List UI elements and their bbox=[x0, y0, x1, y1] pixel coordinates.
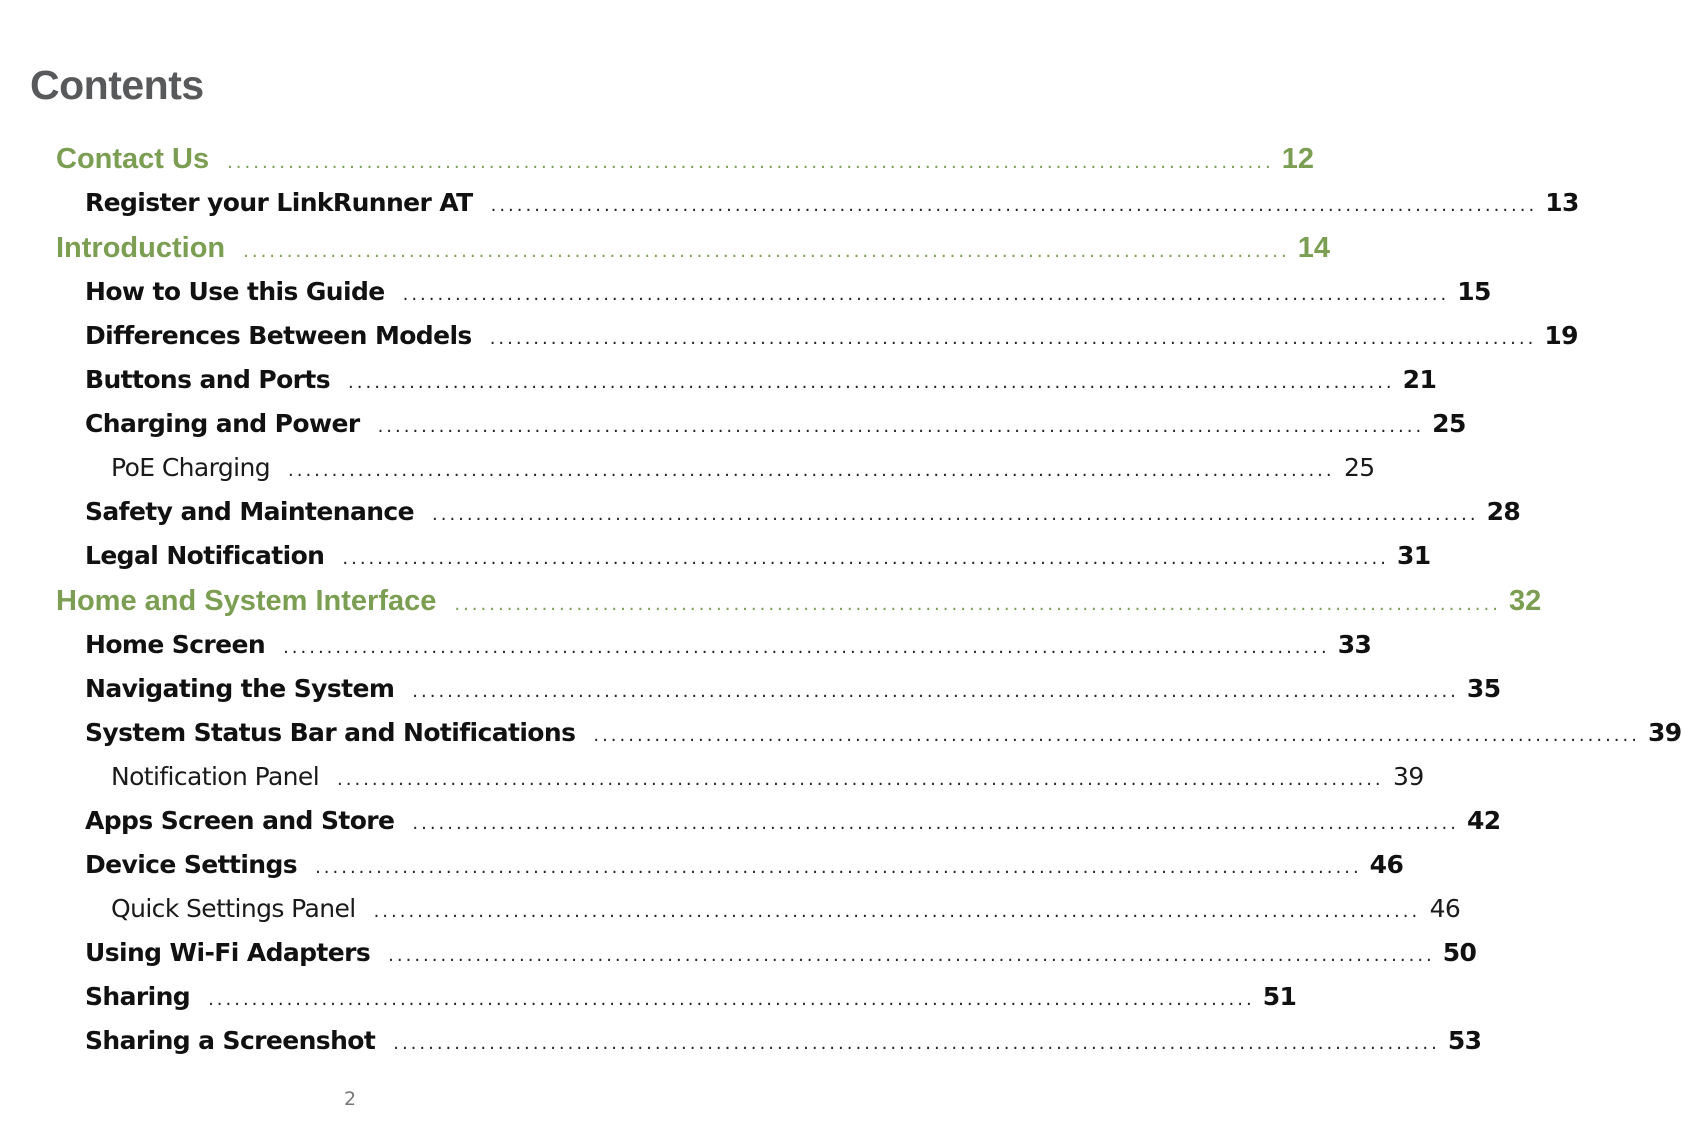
toc-page-number: 50 bbox=[1442, 938, 1477, 967]
toc-dot-leader: ........................................................................................................................ bbox=[454, 594, 1501, 615]
toc-dot-leader: ........................................................................................................................ bbox=[243, 241, 1290, 262]
toc-entry-link[interactable] bbox=[0, 1026, 1482, 1070]
toc-page-number: 13 bbox=[1545, 188, 1579, 217]
toc-page-number: 15 bbox=[1457, 277, 1491, 306]
toc-entry-label: Introduction bbox=[56, 232, 226, 264]
footer-page-number: 2 bbox=[343, 1088, 357, 1110]
toc-page-number: 25 bbox=[1344, 453, 1375, 482]
toc-entry-label: Legal Notification bbox=[85, 541, 325, 570]
toc-entry-link[interactable] bbox=[0, 541, 1431, 585]
toc-entry-label: Sharing bbox=[85, 982, 191, 1011]
toc-entry-label: Apps Screen and Store bbox=[85, 806, 395, 835]
toc-entry-link[interactable] bbox=[0, 850, 1404, 894]
toc-entry-link[interactable] bbox=[0, 718, 1682, 762]
toc-dot-leader: ........................................................................................................................ bbox=[593, 725, 1640, 746]
toc-page-number: 46 bbox=[1369, 850, 1404, 879]
toc-page-number: 39 bbox=[1647, 718, 1682, 747]
toc-dot-leader: ........................................................................................................................ bbox=[490, 195, 1538, 216]
toc-entry-link[interactable] bbox=[0, 409, 1466, 453]
toc-entry-label: Differences Between Models bbox=[85, 321, 472, 350]
toc-page-number: 51 bbox=[1262, 982, 1297, 1011]
toc-dot-leader: ........................................................................................................................ bbox=[208, 989, 1255, 1010]
toc-page-number: 14 bbox=[1297, 232, 1331, 264]
toc-entry-label: Navigating the System bbox=[85, 674, 395, 703]
toc-subentry-link[interactable] bbox=[0, 762, 1424, 806]
toc-subentry-link[interactable] bbox=[0, 453, 1375, 497]
toc-page-number: 28 bbox=[1486, 497, 1521, 526]
toc-dot-leader: ........................................................................................................................ bbox=[342, 548, 1389, 569]
toc-dot-leader: ........................................................................................................................ bbox=[377, 416, 1425, 437]
toc-entry-label: Contact Us bbox=[56, 143, 210, 175]
toc-entry-label: Quick Settings Panel bbox=[111, 894, 356, 923]
toc-entry-label: Safety and Maintenance bbox=[85, 497, 414, 526]
toc-entry-label: Charging and Power bbox=[85, 409, 360, 438]
toc-entry-label: PoE Charging bbox=[111, 453, 271, 482]
table-of-contents bbox=[0, 143, 1682, 1070]
toc-page-number: 25 bbox=[1432, 409, 1466, 438]
toc-page-number: 12 bbox=[1281, 143, 1314, 175]
toc-dot-leader: ........................................................................................................................ bbox=[337, 769, 1384, 790]
toc-dot-leader: ........................................................................................................................ bbox=[283, 637, 1330, 658]
toc-entry-label: Home Screen bbox=[85, 630, 266, 659]
toc-section-link[interactable] bbox=[0, 143, 1314, 188]
toc-page-number: 19 bbox=[1544, 321, 1578, 350]
toc-page-number: 31 bbox=[1396, 541, 1431, 570]
toc-entry-link[interactable] bbox=[0, 806, 1501, 850]
toc-entry-label: Sharing a Screenshot bbox=[85, 1026, 376, 1055]
toc-entry-label: Register your LinkRunner AT bbox=[85, 188, 473, 217]
toc-dot-leader: ........................................................................................................................ bbox=[489, 328, 1537, 349]
page-title: Contents bbox=[30, 62, 204, 108]
toc-entry-link[interactable] bbox=[0, 277, 1491, 321]
toc-dot-leader: ........................................................................................................................ bbox=[393, 1033, 1440, 1054]
toc-section-link[interactable] bbox=[0, 232, 1331, 277]
toc-entry-link[interactable] bbox=[0, 630, 1372, 674]
toc-entry-label: Buttons and Ports bbox=[85, 365, 331, 394]
toc-dot-leader: ........................................................................................................................ bbox=[315, 857, 1362, 878]
toc-entry-label: Using Wi-Fi Adapters bbox=[85, 938, 371, 967]
toc-dot-leader: ........................................................................................................................ bbox=[227, 152, 1274, 173]
toc-dot-leader: ........................................................................................................................ bbox=[412, 681, 1459, 702]
toc-entry-link[interactable] bbox=[0, 982, 1297, 1026]
toc-entry-link[interactable] bbox=[0, 365, 1437, 409]
toc-entry-link[interactable] bbox=[0, 674, 1501, 718]
toc-page-number: 39 bbox=[1393, 762, 1424, 791]
toc-dot-leader: ........................................................................................................................ bbox=[348, 372, 1395, 393]
toc-entry-link[interactable] bbox=[0, 188, 1579, 232]
toc-dot-leader: ........................................................................................................................ bbox=[402, 284, 1450, 305]
toc-page-number: 46 bbox=[1429, 894, 1461, 923]
toc-dot-leader: ........................................................................................................................ bbox=[388, 945, 1435, 966]
toc-section-link[interactable] bbox=[0, 585, 1542, 630]
toc-entry-link[interactable] bbox=[0, 497, 1521, 541]
toc-dot-leader: ........................................................................................................................ bbox=[288, 460, 1335, 481]
toc-entry-label: How to Use this Guide bbox=[85, 277, 385, 306]
toc-entry-label: System Status Bar and Notifications bbox=[85, 718, 576, 747]
toc-entry-label: Notification Panel bbox=[111, 762, 320, 791]
toc-dot-leader: ........................................................................................................................ bbox=[412, 813, 1459, 834]
toc-page-number: 32 bbox=[1508, 585, 1542, 617]
toc-entry-link[interactable] bbox=[0, 321, 1578, 365]
toc-page-number: 42 bbox=[1466, 806, 1501, 835]
toc-subentry-link[interactable] bbox=[0, 894, 1461, 938]
toc-page-number: 33 bbox=[1337, 630, 1372, 659]
toc-dot-leader: ........................................................................................................................ bbox=[432, 504, 1479, 525]
toc-entry-link[interactable] bbox=[0, 938, 1477, 982]
toc-entry-label: Home and System Interface bbox=[56, 585, 437, 617]
toc-page-number: 21 bbox=[1402, 365, 1437, 394]
toc-page-number: 53 bbox=[1447, 1026, 1482, 1055]
toc-dot-leader: ........................................................................................................................ bbox=[373, 901, 1421, 922]
toc-page-number: 35 bbox=[1466, 674, 1501, 703]
toc-entry-label: Device Settings bbox=[85, 850, 298, 879]
